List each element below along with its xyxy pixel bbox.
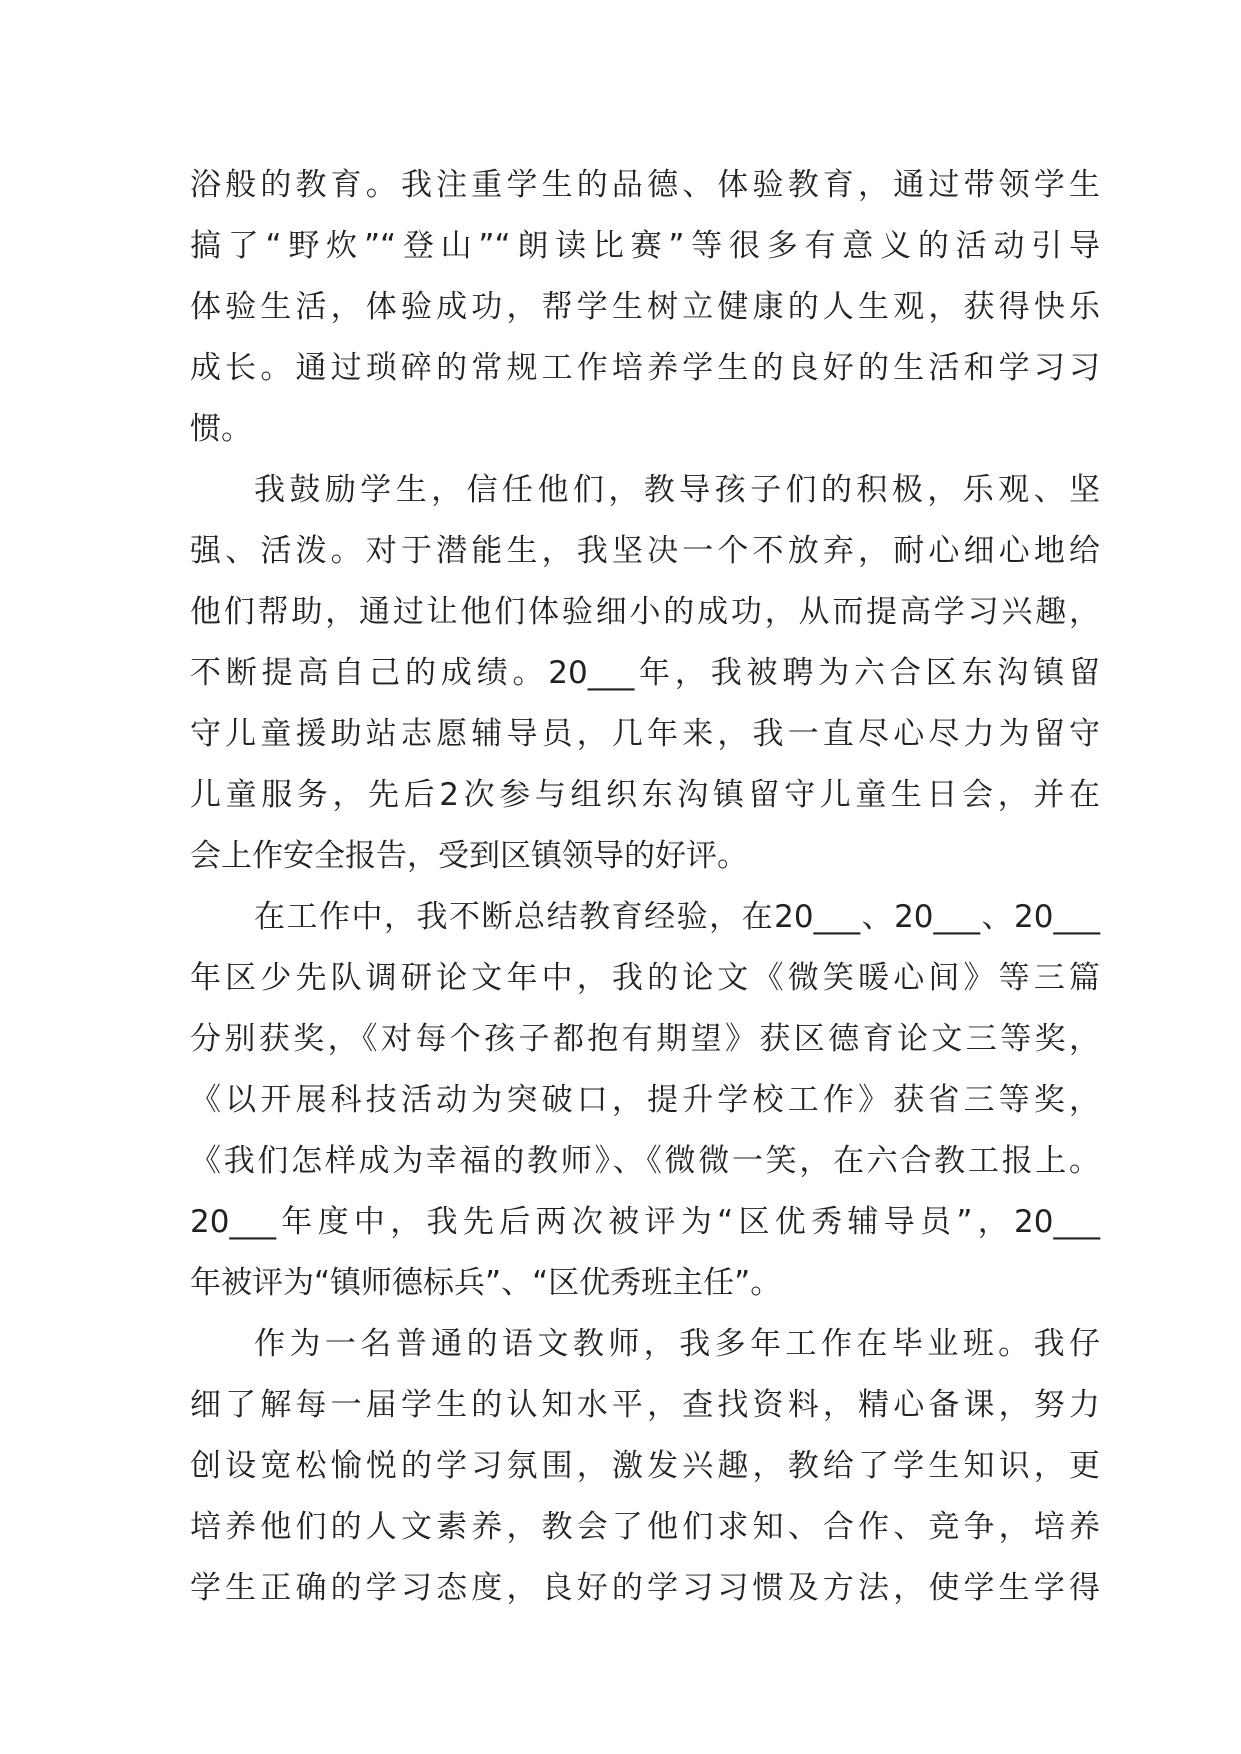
text-line: 培养他们的人文素养，教会了他们求知、合作、竞争，培养	[190, 1509, 1100, 1545]
paragraph	[190, 1314, 1100, 1619]
text-line: 创设宽松愉悦的学习氛围，激发兴趣，教给了学生知识，更	[190, 1448, 1100, 1484]
text-line: 儿童服务，先后2次参与组织东沟镇留守儿童生日会，并在	[190, 777, 1100, 813]
text-line: 《以开展科技活动为突破口，提升学校工作》获省三等奖，	[190, 1082, 1100, 1118]
text-line: 20___年度中，我先后两次被评为“区优秀辅导员”，20___	[190, 1204, 1100, 1240]
text-line: 成长。通过琐碎的常规工作培养学生的良好的生活和学习习	[190, 350, 1100, 386]
text-line: 年区少先队调研论文年中，我的论文《微笑暖心间》等三篇	[190, 960, 1100, 996]
text-line: 会上作安全报告，受到区镇领导的好评。	[190, 838, 748, 874]
text-line: 细了解每一届学生的认知水平，查找资料，精心备课，努力	[190, 1387, 1100, 1423]
text-line: 《我们怎样成为幸福的教师》、《微微一笑，在六合教工报上。	[190, 1143, 1100, 1179]
text-line: 在工作中，我不断总结教育经验，在20___、20___、20___	[254, 899, 1100, 935]
text-line: 强、活泼。对于潜能生，我坚决一个不放弃，耐心细心地给	[190, 533, 1100, 569]
text-line: 年被评为“镇师德标兵”、“区优秀班主任”。	[190, 1265, 782, 1301]
text-line: 守儿童援助站志愿辅导员，几年来，我一直尽心尽力为留守	[190, 716, 1100, 752]
text-line: 惯。	[190, 411, 252, 447]
text-line: 浴般的教育。我注重学生的品德、体验教育，通过带领学生	[190, 167, 1100, 203]
text-line: 我鼓励学生，信任他们，教导孩子们的积极，乐观、坚	[254, 472, 1100, 508]
paragraph	[190, 887, 1100, 1314]
text-line: 学生正确的学习态度，良好的学习习惯及方法，使学生学得	[190, 1570, 1100, 1606]
paragraph	[190, 460, 1100, 887]
text-line: 搞了“野炊”“登山”“朗读比赛”等很多有意义的活动引导	[190, 228, 1100, 264]
paragraph	[190, 155, 1100, 460]
text-line: 不断提高自己的成绩。20___年，我被聘为六合区东沟镇留	[190, 655, 1100, 691]
text-line: 他们帮助，通过让他们体验细小的成功，从而提高学习兴趣，	[190, 594, 1100, 630]
text-line: 作为一名普通的语文教师，我多年工作在毕业班。我仔	[254, 1326, 1100, 1362]
text-line: 分别获奖，《对每个孩子都抱有期望》获区德育论文三等奖，	[190, 1021, 1100, 1057]
text-line: 体验生活，体验成功，帮学生树立健康的人生观，获得快乐	[190, 289, 1100, 325]
document-body	[190, 155, 1100, 1619]
